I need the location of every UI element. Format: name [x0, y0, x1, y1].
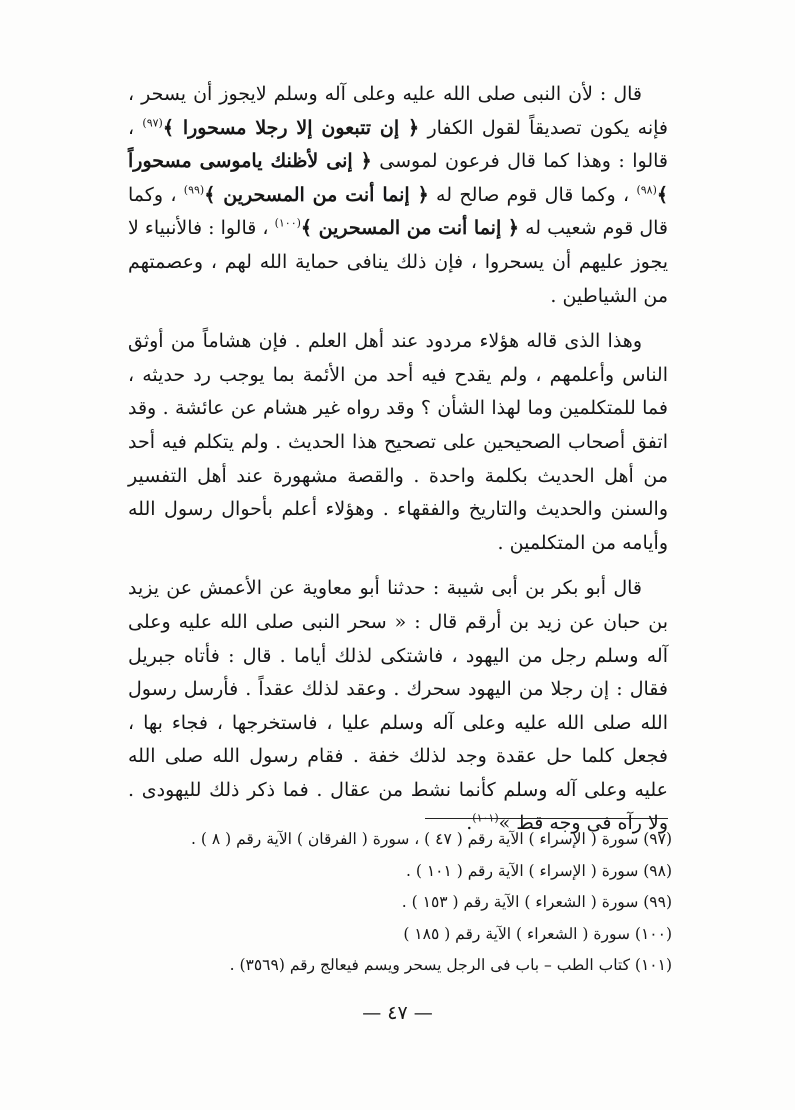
- main-text: [128, 78, 668, 841]
- footnotes: [150, 824, 672, 982]
- paragraph-3-text: قال أبو بكر بن أبى شيبة : حدثنا أبو معاوية عن الأعمش عن يزيد بن حبان عن زيد بن أرقم قال : « سحر النبى صلى الله عليه وعلى آله وسلم رجل من اليهود ، فاشتكى لذلك أياما . قال : فأتاه جبريل فقال : إن رجلا من اليهود سحرك . وعقد لذلك عقداً . فأرسل رسول الله صلى الله عليه وعلى آله وسلم عليا ، فاستخرجها ، فجاء بها ، فجعل كلما حل عقدة وجد لذلك خفة . فقام رسول الله صلى الله عليه وعلى آله وسلم كأنما نشط من عقال . فما ذكر ذلك لليهودى . ولا رآه فى وجه قط »: [128, 577, 668, 835]
- quran-quote-4: ﴿ إنما أنت من المسحرين ﴾: [300, 217, 520, 240]
- paragraph-1-text-4: ، وكما قال قوم شعيب له: [128, 183, 669, 240]
- quran-quote-1: ﴿ إن تتبعون إلا رجلا مسحورا ﴾: [162, 116, 420, 139]
- page-number: — ٤٧ —: [362, 1002, 433, 1024]
- paragraph-1-text-2: ، قالوا : وهذا كما قال فرعون لموسى: [128, 116, 669, 173]
- footnote-ref-99: (٩٩): [183, 183, 205, 197]
- footnote-100: (١٠٠) سورة ( الشعراء ) الآية رقم ( ١٨٥ ): [403, 924, 672, 943]
- quran-quote-2: ﴿ إنى لأظنك ياموسى مسحوراً ﴾: [128, 150, 668, 206]
- paragraph-1: [128, 78, 668, 313]
- paragraph-1-text-3: ، وكما قال قوم صالح له: [436, 183, 630, 206]
- paragraph-3: [128, 572, 668, 841]
- footnote-97: (٩٧) سورة ( الإسراء ) الآية رقم ( ٤٧ ) ، سورة ( الفرقان ) الآية رقم ( ٨ ) .: [191, 830, 672, 848]
- footnote-ref-97: (٩٧): [142, 116, 163, 130]
- footnote-ref-100: (١٠٠): [274, 217, 301, 231]
- quran-quote-3: ﴿ إنما أنت من المسحرين ﴾: [204, 183, 429, 206]
- footnote-99: (٩٩) سورة ( الشعراء ) الآية رقم ( ١٥٣ ) .: [401, 893, 672, 911]
- paragraph-1-text-1: قال : لأن النبى صلى الله عليه وعلى آله وسلم لايجوز أن يسحر ، فإنه يكون تصديقاً لقول الكفار: [128, 83, 669, 139]
- footnote-101: (١٠١) كتاب الطب – باب فى الرجل يسحر ويسم فيعالج رقم (٣٥٦٩) .: [229, 956, 672, 974]
- footnote-98: (٩٨) سورة ( الإسراء ) الآية رقم ( ١٠١ ) .: [406, 861, 672, 880]
- paragraph-3-end: .: [466, 812, 473, 835]
- paragraph-1-text-5: ، قالوا : فالأنبياء لا يجوز عليهم أن يسحروا ، فإن ذلك ينافى حماية الله لهم ، وعصمتهم من الشياطين .: [128, 217, 668, 307]
- paragraph-2: وهذا الذى قاله هؤلاء مردود عند أهل العلم . فإن هشاماً من أوثق الناس وأعلمهم ، ولم يقدح فيه أحد من الأئمة بما يوجب رد حديثه ، فما للمتكلمين وما لهذا الشأن ؟ وقد رواه غير هشام عن عائشة . وقد اتفق أصحاب الصحيحين على تصحيح هذا الحديث . ولم يتكلم فيه أحد من أهل الحديث بكلمة واحدة . والقصة مشهورة عند أهل التفسير والسنن والحديث والتاريخ والفقهاء . وهؤلاء أعلم بأحوال رسول الله وأيامه من المتكلمين .: [128, 330, 668, 554]
- footnote-separator: [425, 818, 668, 819]
- footnote-ref-98: (٩٨): [636, 183, 657, 197]
- footnote-ref-101: (١٠١): [472, 812, 499, 826]
